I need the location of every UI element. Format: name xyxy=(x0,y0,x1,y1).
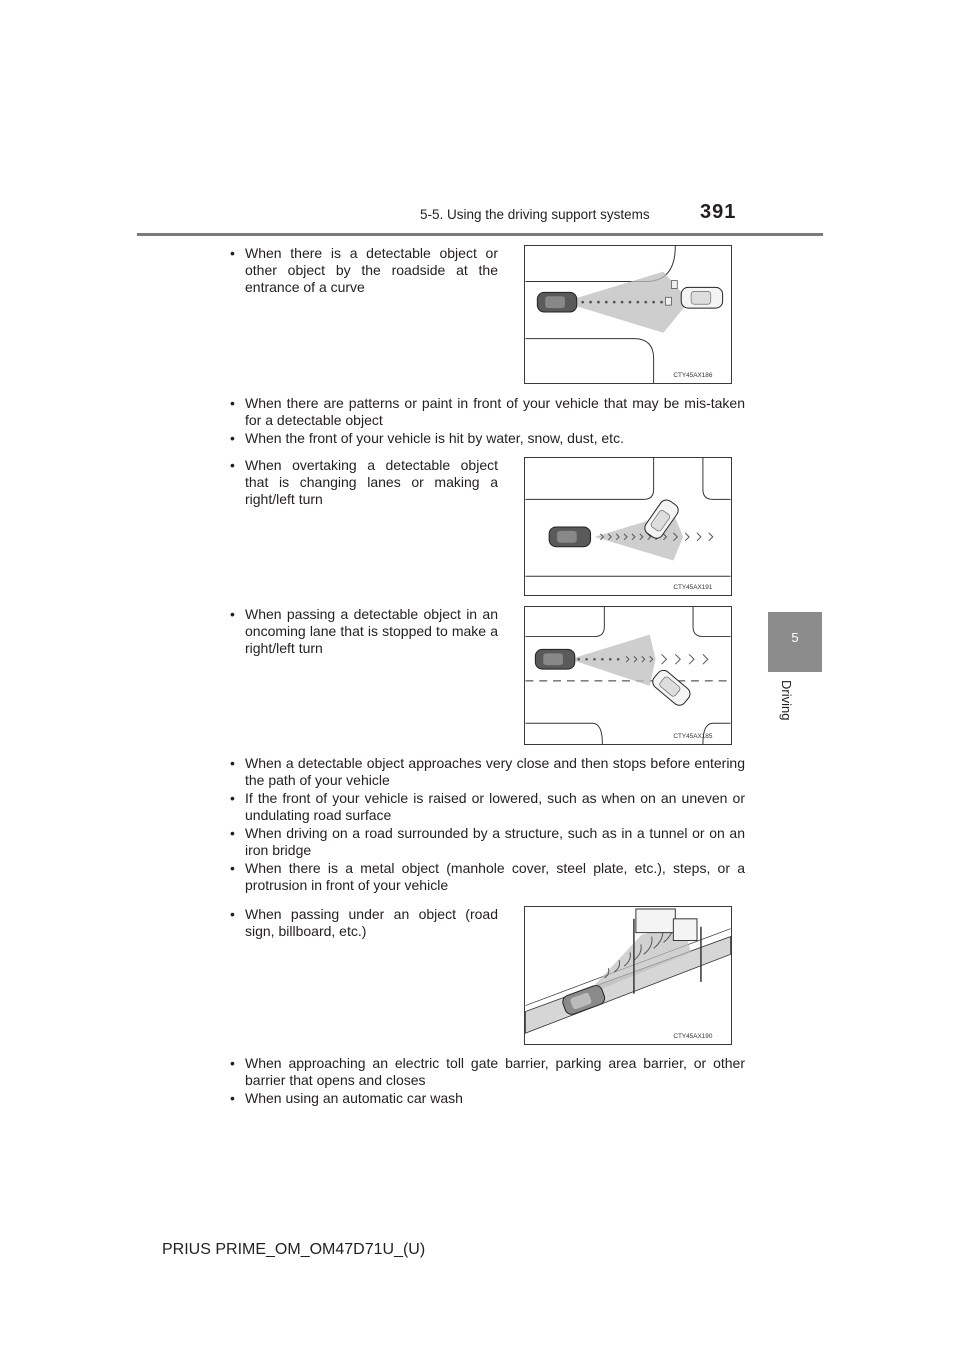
figure-code: CTY45AX186 xyxy=(673,372,713,380)
bullet: • xyxy=(230,1090,235,1106)
page-number: 391 xyxy=(700,201,737,223)
item-text: When overtaking a detectable object that is changing lanes or making a right/left turn xyxy=(245,457,498,507)
figure-oncoming-lane-object xyxy=(524,606,732,745)
item-text: When the front of your vehicle is hit by water, snow, dust, etc. xyxy=(245,430,624,446)
bullet: • xyxy=(230,457,235,473)
figure-overhead-object xyxy=(524,906,732,1045)
bullet: • xyxy=(230,395,235,411)
item-text: When using an automatic car wash xyxy=(245,1090,463,1106)
item-text: When a detectable object approaches very close and then stops before entering the path of your vehicle xyxy=(245,755,745,788)
bullet: • xyxy=(230,825,235,841)
bullet: • xyxy=(230,860,235,876)
item-text: When there is a metal object (manhole cover, steel plate, etc.), steps, or a protrusion in front of your vehicle xyxy=(245,860,745,893)
item-text: When approaching an electric toll gate barrier, parking area barrier, or other barrier that opens and closes xyxy=(245,1055,745,1088)
bullet: • xyxy=(230,755,235,771)
item-text: When there is a detectable object or other object by the roadside at the entrance of a curve xyxy=(245,245,498,295)
item-text: When passing under an object (road sign, billboard, etc.) xyxy=(245,906,498,939)
chapter-tab xyxy=(768,612,822,672)
item-text: If the front of your vehicle is raised or lowered, such as when on an uneven or undulating road surface xyxy=(245,790,745,823)
bullet: • xyxy=(230,906,235,922)
chapter-number: 5 xyxy=(791,630,799,645)
figure-curve-roadside-object xyxy=(524,245,732,384)
figure-code: CTY45AX185 xyxy=(673,733,713,741)
bullet: • xyxy=(230,430,235,446)
figure-code: CTY45AX190 xyxy=(673,1033,713,1041)
item-text: When there are patterns or paint in front of your vehicle that may be mis-taken for a detectable object xyxy=(245,395,745,428)
header-divider xyxy=(137,233,823,236)
item-text: When driving on a road surrounded by a structure, such as in a tunnel or on an iron bridge xyxy=(245,825,745,858)
footer-document-id: PRIUS PRIME_OM_OM47D71U_(U) xyxy=(162,1241,426,1258)
bullet: • xyxy=(230,790,235,806)
bullet: • xyxy=(230,606,235,622)
chapter-label: Driving xyxy=(779,680,794,721)
bullet: • xyxy=(230,245,235,261)
item-text: When passing a detectable object in an oncoming lane that is stopped to make a right/left turn xyxy=(245,606,498,656)
bullet: • xyxy=(230,1055,235,1071)
figure-overtaking-turning-object xyxy=(524,457,732,596)
figure-code: CTY45AX191 xyxy=(673,584,713,592)
section-title: 5-5. Using the driving support systems xyxy=(420,207,650,222)
